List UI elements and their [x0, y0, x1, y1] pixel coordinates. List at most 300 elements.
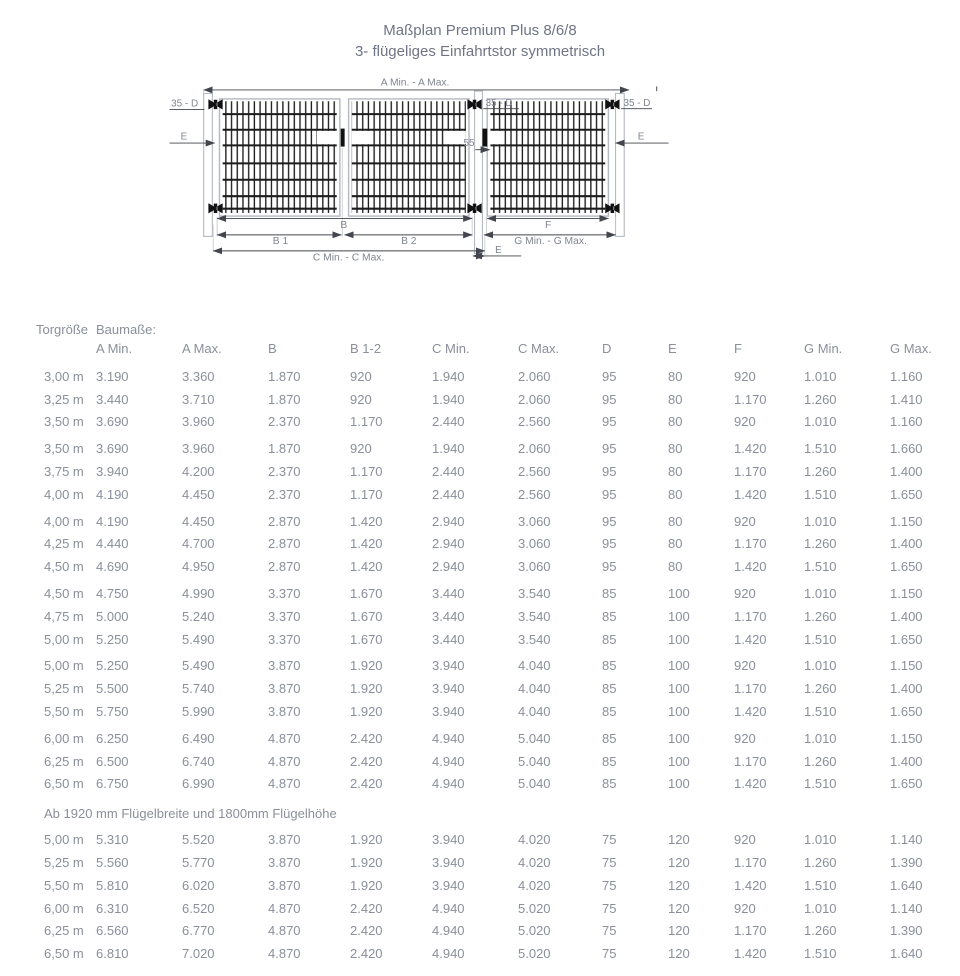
value-cell: 1.420 — [734, 631, 767, 647]
value-cell: 5.990 — [182, 704, 215, 720]
value-cell: 4.700 — [182, 536, 215, 552]
table-row — [36, 388, 954, 411]
value-cell: 5.040 — [518, 753, 551, 769]
value-cell: 1.510 — [804, 631, 837, 647]
value-cell: 3.370 — [268, 631, 301, 647]
value-cell: 1.170 — [734, 753, 767, 769]
value-cell: 2.940 — [432, 536, 465, 552]
value-cell: 1.920 — [350, 681, 383, 697]
value-cell: 6.020 — [182, 877, 215, 893]
column-header: E — [668, 340, 677, 356]
table-note-section — [36, 795, 954, 828]
dim-label-g: G Min. - G Max. — [514, 236, 587, 248]
value-cell: 1.510 — [804, 877, 837, 893]
value-cell: 5.000 — [96, 608, 129, 624]
column-header: C Max. — [518, 340, 560, 356]
value-cell: 80 — [668, 486, 683, 502]
value-cell: 2.420 — [350, 946, 383, 962]
value-cell: 1.150 — [890, 586, 923, 602]
value-cell: 1.920 — [350, 704, 383, 720]
dim-label-b: B — [340, 219, 348, 231]
value-cell: 4.200 — [182, 464, 215, 480]
value-cell: 4.940 — [432, 900, 465, 916]
value-cell: 1.150 — [890, 730, 923, 746]
value-cell: 4.020 — [518, 877, 551, 893]
value-cell: 2.370 — [268, 414, 301, 430]
torgroesse-cell: 5,50 m — [44, 704, 84, 720]
torgroesse-cell: 5,00 m — [44, 832, 84, 848]
torgroesse-cell: 6,50 m — [44, 946, 84, 962]
value-cell: 5.250 — [96, 658, 129, 674]
torgroesse-cell: 4,00 m — [44, 486, 84, 502]
value-cell: 1.140 — [890, 900, 923, 916]
table-row — [36, 897, 954, 920]
hinge-icon — [605, 99, 619, 109]
value-cell: 3.440 — [96, 391, 129, 407]
value-cell: 4.870 — [268, 730, 301, 746]
value-cell: 80 — [668, 559, 683, 575]
value-cell: 4.940 — [432, 946, 465, 962]
hinge-icon — [467, 203, 481, 213]
value-cell: 1.170 — [350, 414, 383, 430]
torgroesse-cell: 5,00 m — [44, 631, 84, 647]
value-cell: 4.870 — [268, 776, 301, 792]
value-cell: 1.670 — [350, 608, 383, 624]
value-cell: 1.940 — [432, 391, 465, 407]
value-cell: 1.420 — [734, 946, 767, 962]
table-row — [36, 555, 954, 578]
value-cell: 1.160 — [890, 368, 923, 384]
column-header: B 1-2 — [350, 340, 382, 356]
value-cell: 1.420 — [734, 877, 767, 893]
table-row — [36, 437, 954, 460]
table-section-1 — [36, 365, 954, 795]
value-cell: 4.690 — [96, 559, 129, 575]
value-cell: 3.440 — [432, 586, 465, 602]
column-header: A Min. — [96, 340, 133, 356]
left-post — [204, 93, 213, 236]
value-cell: 4.990 — [182, 586, 215, 602]
value-cell: 1.420 — [350, 559, 383, 575]
value-cell: 5.500 — [96, 681, 129, 697]
value-cell: 1.260 — [804, 536, 837, 552]
value-cell: 3.710 — [182, 391, 215, 407]
value-cell: 1.510 — [804, 776, 837, 792]
value-cell: 6.520 — [182, 900, 215, 916]
torgroesse-cell: 6,25 m — [44, 923, 84, 939]
title-line-2: 3- flügeliges Einfahrtstor symmetrisch — [354, 43, 606, 60]
note-row — [36, 795, 954, 828]
value-cell: 100 — [668, 776, 690, 792]
table-row — [36, 920, 954, 943]
value-cell: 1.010 — [804, 368, 837, 384]
dimension-table-wrap — [36, 321, 954, 965]
value-cell: 75 — [602, 900, 617, 916]
value-cell: 1.940 — [432, 441, 465, 457]
table-row — [36, 411, 954, 434]
right-post — [616, 93, 625, 236]
value-cell: 5.250 — [96, 631, 129, 647]
table-row — [36, 828, 954, 851]
torgroesse-cell: 6,25 m — [44, 753, 84, 769]
table-row — [36, 773, 954, 796]
value-cell: 120 — [668, 900, 690, 916]
value-cell: 1.010 — [804, 414, 837, 430]
value-cell: 100 — [668, 608, 690, 624]
value-cell: 920 — [734, 414, 756, 430]
value-cell: 1.410 — [890, 391, 923, 407]
column-header: D — [602, 340, 612, 356]
table-row — [36, 365, 954, 388]
value-cell: 4.040 — [518, 681, 551, 697]
value-cell: 1.510 — [804, 486, 837, 502]
value-cell: 920 — [734, 586, 756, 602]
dim-label-b1: B 1 — [272, 236, 289, 248]
value-cell: 2.420 — [350, 730, 383, 746]
torgroesse-cell: 3,00 m — [44, 368, 84, 384]
value-cell: 6.990 — [182, 776, 215, 792]
table-row — [36, 851, 954, 874]
value-cell: 1.010 — [804, 730, 837, 746]
value-cell: 80 — [668, 391, 683, 407]
value-cell: 5.020 — [518, 923, 551, 939]
value-cell: 1.650 — [890, 559, 923, 575]
value-cell: 1.870 — [268, 441, 301, 457]
value-cell: 85 — [602, 730, 617, 746]
value-cell: 3.540 — [518, 631, 551, 647]
value-cell: 5.310 — [96, 832, 129, 848]
post-lock-bar — [482, 129, 487, 147]
value-cell: 1.510 — [804, 559, 837, 575]
value-cell: 1.170 — [734, 536, 767, 552]
dimension-table — [36, 321, 954, 965]
value-cell: 2.370 — [268, 464, 301, 480]
table-row — [36, 750, 954, 773]
value-cell: 6.770 — [182, 923, 215, 939]
value-cell: 1.920 — [350, 658, 383, 674]
value-cell: 6.500 — [96, 753, 129, 769]
value-cell: 3.870 — [268, 877, 301, 893]
value-cell: 6.740 — [182, 753, 215, 769]
value-cell: 2.370 — [268, 486, 301, 502]
value-cell: 4.940 — [432, 730, 465, 746]
value-cell: 4.870 — [268, 900, 301, 916]
value-cell: 2.060 — [518, 441, 551, 457]
value-cell: 1.920 — [350, 855, 383, 871]
value-cell: 95 — [602, 441, 617, 457]
value-cell: 80 — [668, 464, 683, 480]
dim-label-b2: B 2 — [401, 236, 417, 248]
value-cell: 1.170 — [734, 608, 767, 624]
value-cell: 1.400 — [890, 681, 923, 697]
value-cell: 2.870 — [268, 536, 301, 552]
value-cell: 1.510 — [804, 441, 837, 457]
value-cell: 75 — [602, 946, 617, 962]
column-header: G Max. — [890, 340, 932, 356]
value-cell: 1.010 — [804, 513, 837, 529]
value-cell: 85 — [602, 753, 617, 769]
value-cell: 3.690 — [96, 441, 129, 457]
value-cell: 95 — [602, 513, 617, 529]
value-cell: 3.360 — [182, 368, 215, 384]
column-header-row — [36, 338, 954, 365]
value-cell: 100 — [668, 586, 690, 602]
value-cell: 4.020 — [518, 855, 551, 871]
value-cell: 2.060 — [518, 391, 551, 407]
value-cell: 1.170 — [350, 464, 383, 480]
column-header: A Max. — [182, 340, 222, 356]
value-cell: 4.870 — [268, 923, 301, 939]
torgroesse-cell: 3,50 m — [44, 414, 84, 430]
table-row — [36, 727, 954, 750]
value-cell: 5.490 — [182, 631, 215, 647]
value-cell: 1.420 — [734, 441, 767, 457]
value-cell: 4.450 — [182, 486, 215, 502]
value-cell: 4.750 — [96, 586, 129, 602]
table-row — [36, 483, 954, 506]
value-cell: 100 — [668, 631, 690, 647]
dim-label-d-right: 35 - D — [623, 97, 651, 109]
value-cell: 1.940 — [432, 368, 465, 384]
dim-label-55: 55 — [463, 137, 475, 149]
value-cell: 80 — [668, 536, 683, 552]
value-cell: 5.020 — [518, 900, 551, 916]
column-header: F — [734, 340, 742, 356]
value-cell: 1.150 — [890, 513, 923, 529]
value-cell: 1.170 — [734, 855, 767, 871]
value-cell: 1.650 — [890, 486, 923, 502]
value-cell: 100 — [668, 704, 690, 720]
value-cell: 4.870 — [268, 946, 301, 962]
value-cell: 6.750 — [96, 776, 129, 792]
value-cell: 920 — [350, 391, 372, 407]
value-cell: 1.420 — [350, 536, 383, 552]
value-cell: 1.650 — [890, 776, 923, 792]
value-cell: 3.940 — [432, 832, 465, 848]
value-cell: 1.640 — [890, 877, 923, 893]
dim-label-c: C Min. - C Max. — [312, 252, 385, 264]
value-cell: 1.010 — [804, 586, 837, 602]
value-cell: 1.150 — [890, 658, 923, 674]
value-cell: 3.940 — [432, 855, 465, 871]
value-cell: 1.510 — [804, 704, 837, 720]
value-cell: 3.870 — [268, 658, 301, 674]
value-cell: 3.940 — [432, 681, 465, 697]
dim-label-f: F — [545, 219, 552, 231]
table-row — [36, 628, 954, 651]
value-cell: 120 — [668, 923, 690, 939]
gate-technical-drawing — [168, 70, 808, 320]
value-cell: 80 — [668, 414, 683, 430]
torgroesse-cell: 5,25 m — [44, 681, 84, 697]
value-cell: 2.560 — [518, 414, 551, 430]
value-cell: 3.540 — [518, 586, 551, 602]
value-cell: 920 — [734, 658, 756, 674]
value-cell: 80 — [668, 368, 683, 384]
value-cell: 120 — [668, 855, 690, 871]
value-cell: 5.810 — [96, 877, 129, 893]
value-cell: 5.750 — [96, 704, 129, 720]
value-cell: 95 — [602, 486, 617, 502]
value-cell: 1.010 — [804, 658, 837, 674]
value-cell: 1.390 — [890, 923, 923, 939]
value-cell: 2.870 — [268, 559, 301, 575]
value-cell: 5.770 — [182, 855, 215, 871]
value-cell: 2.560 — [518, 464, 551, 480]
value-cell: 1.920 — [350, 877, 383, 893]
table-row — [36, 582, 954, 605]
value-cell: 920 — [734, 513, 756, 529]
value-cell: 95 — [602, 559, 617, 575]
value-cell: 2.420 — [350, 776, 383, 792]
column-header: B — [268, 340, 277, 356]
value-cell: 7.020 — [182, 946, 215, 962]
value-cell: 1.400 — [890, 608, 923, 624]
value-cell: 3.690 — [96, 414, 129, 430]
value-cell: 2.420 — [350, 900, 383, 916]
value-cell: 95 — [602, 414, 617, 430]
value-cell: 95 — [602, 368, 617, 384]
value-cell: 1.260 — [804, 681, 837, 697]
value-cell: 1.420 — [734, 776, 767, 792]
table-row — [36, 655, 954, 678]
value-cell: 5.040 — [518, 730, 551, 746]
value-cell: 4.440 — [96, 536, 129, 552]
value-cell: 2.940 — [432, 559, 465, 575]
value-cell: 1.400 — [890, 464, 923, 480]
value-cell: 3.870 — [268, 681, 301, 697]
value-cell: 1.140 — [890, 832, 923, 848]
value-cell: 85 — [602, 608, 617, 624]
value-cell: 1.920 — [350, 832, 383, 848]
hinge-icon — [208, 203, 222, 213]
torgroesse-cell: 3,25 m — [44, 391, 84, 407]
value-cell: 75 — [602, 923, 617, 939]
value-cell: 1.160 — [890, 414, 923, 430]
value-cell: 920 — [350, 441, 372, 457]
value-cell: 1.420 — [734, 486, 767, 502]
value-cell: 2.420 — [350, 753, 383, 769]
value-cell: 3.870 — [268, 832, 301, 848]
table-row — [36, 510, 954, 533]
hinge-icon — [605, 203, 619, 213]
value-cell: 2.560 — [518, 486, 551, 502]
value-cell: 85 — [602, 631, 617, 647]
value-cell: 4.450 — [182, 513, 215, 529]
value-cell: 1.640 — [890, 946, 923, 962]
value-cell: 1.170 — [350, 486, 383, 502]
dim-label-d-left: 35 - D — [171, 98, 199, 110]
value-cell: 85 — [602, 586, 617, 602]
value-cell: 1.260 — [804, 464, 837, 480]
column-header: C Min. — [432, 340, 470, 356]
value-cell: 95 — [602, 464, 617, 480]
value-cell: 920 — [734, 368, 756, 384]
table-section-2 — [36, 828, 954, 965]
torgroesse-cell: 5,50 m — [44, 877, 84, 893]
table-row — [36, 942, 954, 965]
value-cell: 1.170 — [734, 681, 767, 697]
hinge-icon — [467, 99, 481, 109]
value-cell: 3.870 — [268, 704, 301, 720]
value-cell: 1.170 — [734, 391, 767, 407]
value-cell: 1.260 — [804, 753, 837, 769]
value-cell: 75 — [602, 832, 617, 848]
value-cell: 120 — [668, 946, 690, 962]
value-cell: 1.670 — [350, 586, 383, 602]
value-cell: 1.400 — [890, 753, 923, 769]
value-cell: 1.870 — [268, 391, 301, 407]
column-header-empty — [36, 338, 96, 365]
value-cell: 85 — [602, 704, 617, 720]
value-cell: 1.420 — [734, 704, 767, 720]
dim-label-e-right: E — [637, 131, 645, 143]
value-cell: 1.170 — [734, 923, 767, 939]
table-row — [36, 700, 954, 723]
value-cell: 6.250 — [96, 730, 129, 746]
value-cell: 4.020 — [518, 832, 551, 848]
value-cell: 6.810 — [96, 946, 129, 962]
table-row — [36, 874, 954, 897]
value-cell: 2.440 — [432, 414, 465, 430]
value-cell: 3.940 — [432, 704, 465, 720]
value-cell: 2.870 — [268, 513, 301, 529]
value-cell: 3.370 — [268, 608, 301, 624]
table-row — [36, 533, 954, 556]
torgroesse-cell: 6,50 m — [44, 776, 84, 792]
value-cell: 2.440 — [432, 486, 465, 502]
value-cell: 1.390 — [890, 855, 923, 871]
value-cell: 5.040 — [518, 776, 551, 792]
value-cell: 4.870 — [268, 753, 301, 769]
torgroesse-cell: 3,50 m — [44, 441, 84, 457]
value-cell: 1.420 — [350, 513, 383, 529]
value-cell: 6.310 — [96, 900, 129, 916]
center-lock-bar — [341, 129, 345, 147]
value-cell: 2.420 — [350, 923, 383, 939]
value-cell: 920 — [734, 832, 756, 848]
table-row — [36, 605, 954, 628]
value-cell: 85 — [602, 658, 617, 674]
value-cell: 120 — [668, 832, 690, 848]
value-cell: 4.190 — [96, 486, 129, 502]
torgroesse-cell: 4,50 m — [44, 586, 84, 602]
value-cell: 2.060 — [518, 368, 551, 384]
value-cell: 75 — [602, 855, 617, 871]
value-cell: 3.540 — [518, 608, 551, 624]
value-cell: 3.060 — [518, 536, 551, 552]
value-cell: 920 — [734, 900, 756, 916]
value-cell: 1.260 — [804, 608, 837, 624]
value-cell: 100 — [668, 753, 690, 769]
value-cell: 1.010 — [804, 832, 837, 848]
value-cell: 3.190 — [96, 368, 129, 384]
value-cell: 4.940 — [432, 753, 465, 769]
value-cell: 85 — [602, 776, 617, 792]
torgroesse-cell: 6,00 m — [44, 900, 84, 916]
value-cell: 920 — [350, 368, 372, 384]
dim-label-d-mid: 35 - D — [485, 97, 513, 109]
value-cell: 1.650 — [890, 631, 923, 647]
value-cell: 80 — [668, 513, 683, 529]
table-row — [36, 677, 954, 700]
value-cell: 3.870 — [268, 855, 301, 871]
torgroesse-cell: 5,25 m — [44, 855, 84, 871]
value-cell: 1.170 — [734, 464, 767, 480]
torgroesse-cell: 4,00 m — [44, 513, 84, 529]
value-cell: 3.940 — [432, 658, 465, 674]
value-cell: 1.260 — [804, 855, 837, 871]
